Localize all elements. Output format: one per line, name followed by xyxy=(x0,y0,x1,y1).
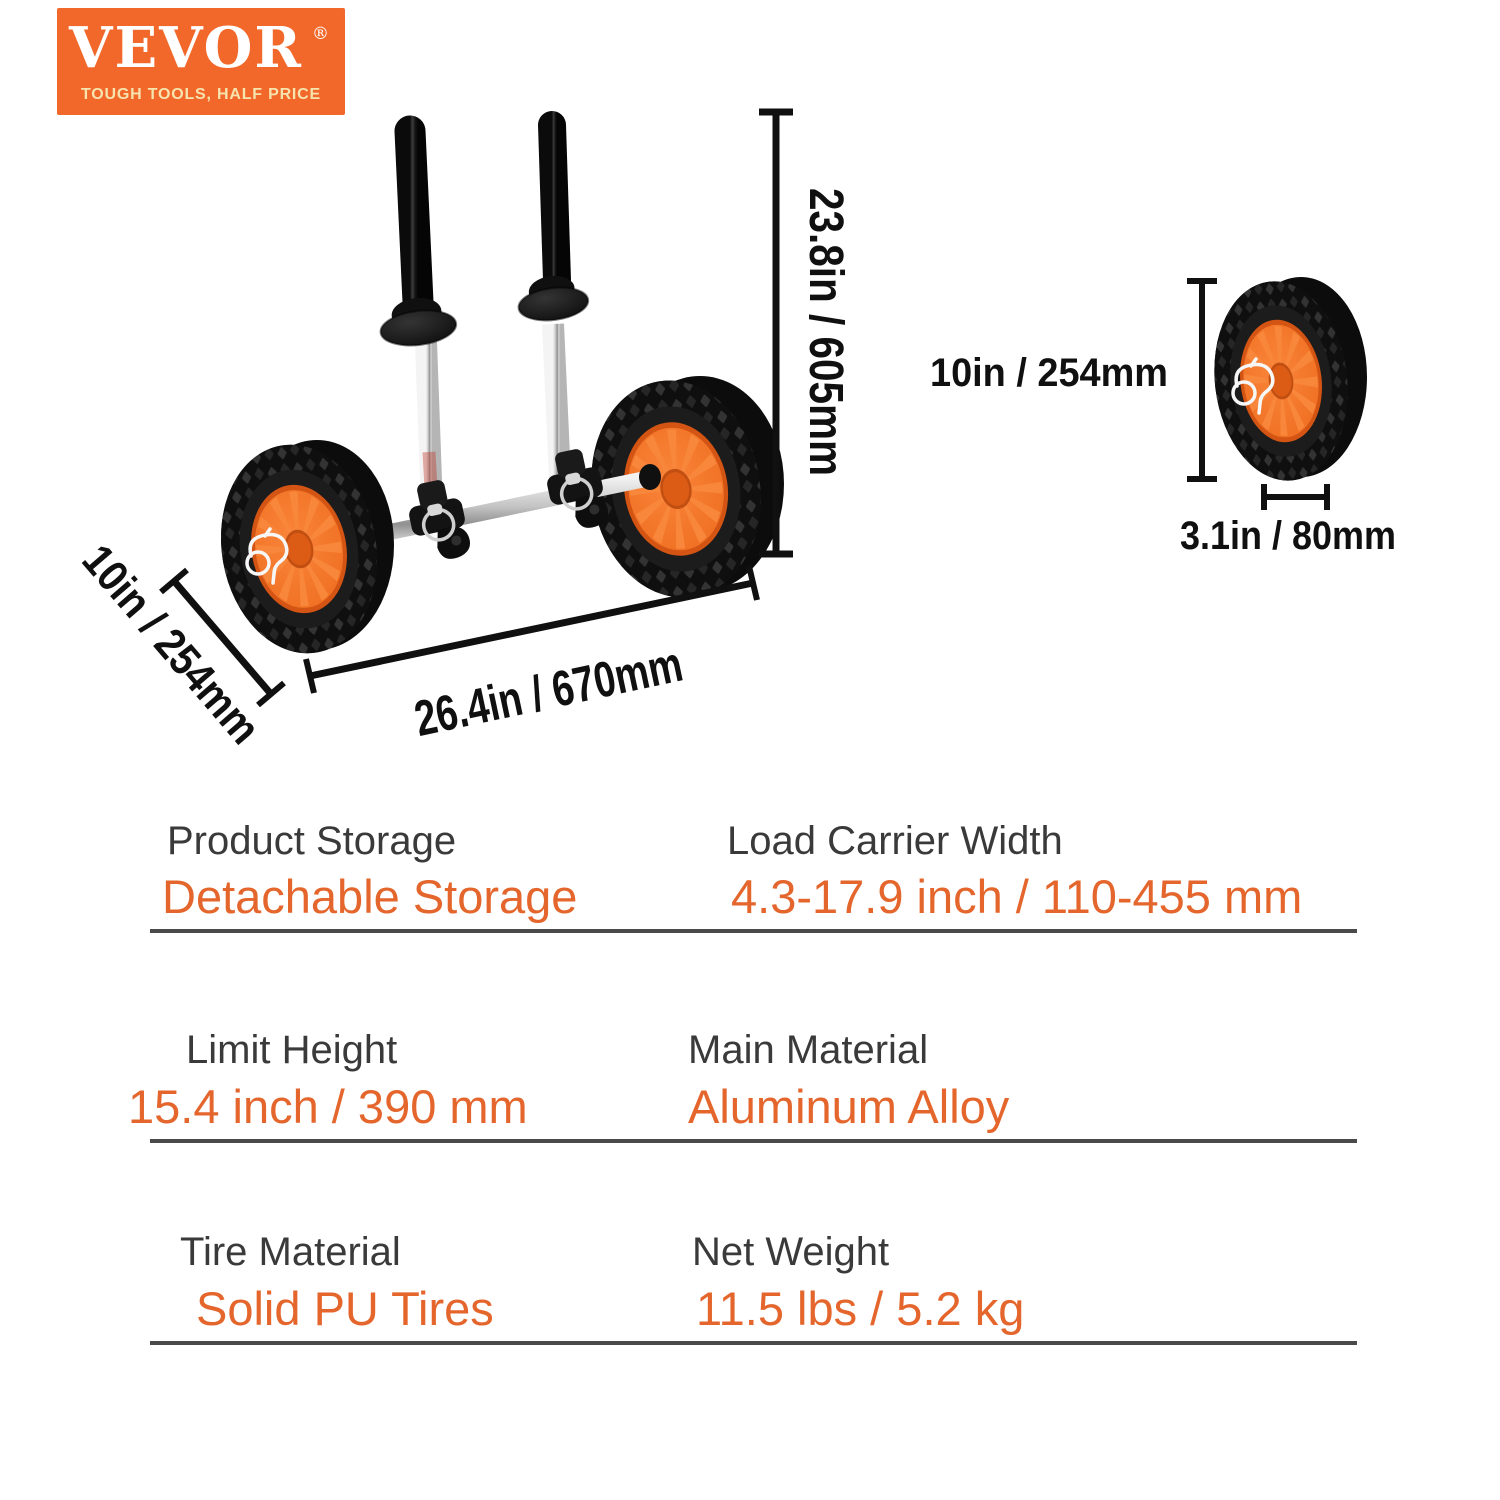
spec-label: Product Storage xyxy=(167,819,457,863)
spec-value: 15.4 inch / 390 mm xyxy=(128,1080,528,1133)
detail-wheel-width-label: 3.1in / 80mm xyxy=(1180,514,1396,558)
kayak-cart-photo xyxy=(205,125,784,666)
vertical-tubes xyxy=(426,324,560,508)
axle-end-cap xyxy=(639,464,661,490)
vevor-logo xyxy=(57,8,345,115)
vevor-logo-text: VEVOR xyxy=(69,15,303,81)
cart-width-label: 26.4in / 670mm xyxy=(409,618,770,748)
cart-height-label: 23.8in / 605mm xyxy=(799,188,852,530)
spec-label: Tire Material xyxy=(180,1230,401,1274)
spec-value: 4.3-17.9 inch / 110-455 mm xyxy=(731,870,1303,923)
left-wheel-diameter-label: 10in / 254mm xyxy=(72,535,290,778)
spec-divider xyxy=(150,929,1357,933)
wheel-detail-photo xyxy=(1203,274,1367,489)
spec-label: Load Carrier Width xyxy=(727,819,1063,863)
detail-wheel-diameter-label: 10in / 254mm xyxy=(930,351,1168,395)
spec-divider xyxy=(150,1341,1357,1345)
spec-divider xyxy=(150,1139,1357,1143)
scupper-posts xyxy=(410,125,557,302)
cart-left-wheel xyxy=(205,432,394,666)
vevor-logo-tagline: TOUGH TOOLS, HALF PRICE xyxy=(80,86,322,103)
spec-label: Net Weight xyxy=(692,1230,890,1274)
left-clamp xyxy=(403,476,473,566)
spec-value: 11.5 lbs / 5.2 kg xyxy=(696,1282,1025,1335)
spec-value: Aluminum Alloy xyxy=(688,1080,1010,1133)
spec-label: Limit Height xyxy=(186,1028,398,1072)
spec-value: Solid PU Tires xyxy=(196,1282,494,1335)
spec-label: Main Material xyxy=(688,1028,929,1072)
registered-trademark-icon: ® xyxy=(312,24,329,44)
spec-value: Detachable Storage xyxy=(162,870,578,923)
